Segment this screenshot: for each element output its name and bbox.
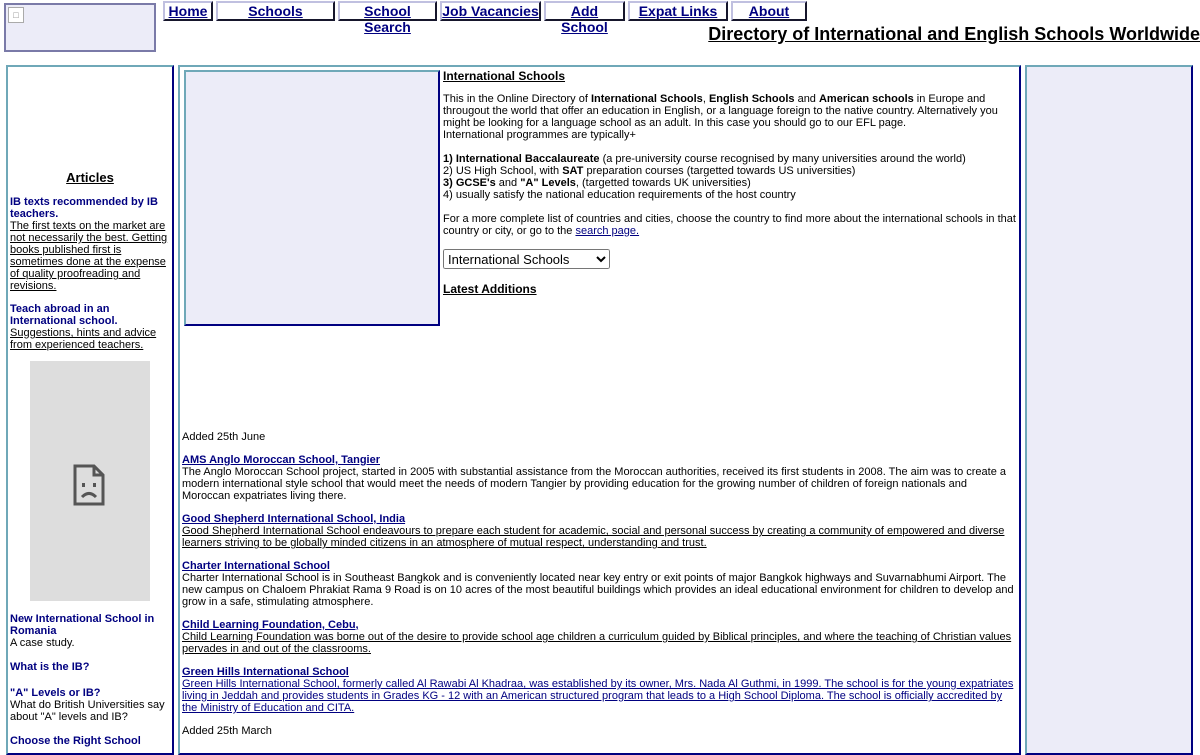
broken-document-icon bbox=[72, 463, 106, 507]
article-description: A case study. bbox=[10, 637, 75, 649]
nav-expat-links-button[interactable]: Expat Links bbox=[628, 1, 728, 21]
search-paragraph: For a more complete list of countries and cities, choose the country to find more about the international schools in that country or city, or go to the search page. bbox=[443, 213, 1016, 237]
article-item bbox=[10, 735, 168, 747]
school-description: Child Learning Foundation was borne out of the desire to provide school age children a curriculum guided by Biblical principles, and where the teaching of Christian values pervades in and out of the classrooms. bbox=[182, 631, 1012, 655]
article-link[interactable]: New International School in Romania bbox=[10, 613, 155, 637]
article-link[interactable]: Teach abroad in an International school. bbox=[10, 303, 118, 327]
school-link[interactable]: Charter International School bbox=[182, 560, 330, 572]
nav-schools-button[interactable]: Schools bbox=[216, 1, 335, 21]
article-link[interactable]: Choose the Right School bbox=[10, 735, 141, 747]
programme-list: 1) International Baccalaureate (a pre-university course recognised by many universities around the world) 2) US High School, with SAT preparation courses (targetted towards US universities) 3) GCSE's and "A" Levels, (targetted towards UK universities) 4) usually satisfy the national education requirements of the host country bbox=[443, 153, 966, 201]
intro-section bbox=[443, 70, 1020, 295]
article-description: Suggestions, hints and advice from experienced teachers. bbox=[10, 327, 157, 351]
article-item bbox=[10, 661, 168, 673]
nav-school-search-button[interactable]: School Search bbox=[338, 1, 437, 21]
intro-paragraph: This in the Online Directory of International Schools, English Schools and American schools in Europe and througout the world that offer an education in English, or a language foreign to the native country. Alternatively you might be looking for a language school as an adult. In this case you should go to our EFL page. International programmes are typically+ bbox=[443, 93, 998, 141]
school-description: Good Shepherd International School endeavours to prepare each student for academic, social and personal success by creating a community of empowered and diverse learners striving to be globally minded citizens in an atmosphere of mutual respect, understanding and trust. bbox=[182, 525, 1005, 549]
school-link[interactable]: AMS Anglo Moroccan School, Tangier bbox=[182, 454, 381, 466]
left-sidebar bbox=[6, 65, 174, 755]
broken-image-icon: □ bbox=[8, 7, 24, 23]
school-link[interactable]: Good Shepherd International School, India bbox=[182, 513, 406, 525]
latest-additions-list bbox=[182, 431, 1017, 748]
list-item bbox=[182, 666, 1017, 714]
nav-home-button[interactable]: Home bbox=[163, 1, 213, 21]
school-description: The Anglo Moroccan School project, started in 2005 with substantial assistance from the Moroccan authorities, received its first students in 2008. The aim was to create a modern international style school that would meet the needs of modern Tangier by providing education for the growing number of children of foreign nationals and Moroccan expatriates living there. bbox=[182, 466, 1006, 502]
article-item bbox=[10, 613, 168, 649]
school-description: Green Hills International School, formerly called Al Rawabi Al Khadraa, was established by its owner, Mrs. Nada Al Guthmi, in 1999. The school is for the young expatriates living in Jeddah and provides students in Grades KG - 12 with an American structured program that leads to a High School Diploma. The school is officially accredited by the Ministry of Education and CITA. bbox=[182, 678, 1014, 714]
article-item bbox=[10, 687, 168, 723]
site-logo[interactable] bbox=[4, 3, 156, 52]
article-item bbox=[10, 303, 168, 351]
list-item bbox=[182, 560, 1017, 608]
articles-heading: Articles bbox=[66, 170, 114, 185]
intro-heading: International Schools bbox=[443, 69, 566, 83]
nav-add-school-button[interactable]: Add School bbox=[544, 1, 625, 21]
list-item bbox=[182, 454, 1017, 502]
nav-about-button[interactable]: About bbox=[731, 1, 807, 21]
date-label: Added 25th March bbox=[182, 725, 272, 737]
school-description: Charter International School is in Southeast Bangkok and is conveniently located near key entry or exit points of major Bangkok highways and Suvarnabhumi Airport. The new campus on Chaloem Phrakiat Rama 9 Road is on 10 acres of the most beautiful buildings which provides an ideal educational environment for children to develop and grow in a safe, stimulating atmosphere. bbox=[182, 572, 1014, 608]
advertisement-placeholder[interactable] bbox=[30, 361, 150, 601]
main-content bbox=[178, 65, 1021, 755]
date-label: Added 25th June bbox=[182, 431, 266, 443]
article-link[interactable]: "A" Levels or IB? bbox=[10, 687, 101, 699]
right-sidebar bbox=[1025, 65, 1193, 755]
article-item bbox=[10, 196, 168, 292]
site-title: Directory of International and English Schools Worldwide bbox=[708, 24, 1200, 44]
list-item bbox=[182, 513, 1017, 549]
article-link[interactable]: What is the IB? bbox=[10, 661, 90, 673]
feature-image-placeholder bbox=[184, 70, 440, 326]
search-page-link[interactable]: search page. bbox=[575, 225, 640, 237]
latest-additions-heading: Latest Additions bbox=[443, 282, 537, 296]
school-type-select[interactable] bbox=[443, 249, 610, 269]
list-item bbox=[182, 619, 1017, 655]
school-link[interactable]: Child Learning Foundation, Cebu, bbox=[182, 619, 359, 631]
school-link[interactable]: Green Hills International School bbox=[182, 666, 349, 678]
article-description: What do British Universities say about "A" levels and IB? bbox=[10, 699, 165, 723]
article-link[interactable]: IB texts recommended by IB teachers. bbox=[10, 196, 158, 220]
nav-job-vacancies-button[interactable]: Job Vacancies bbox=[440, 1, 541, 21]
article-description: The first texts on the market are not necessarily the best. Getting books published first is sometimes done at the expense of quality proofreading and revisions. bbox=[10, 220, 168, 292]
